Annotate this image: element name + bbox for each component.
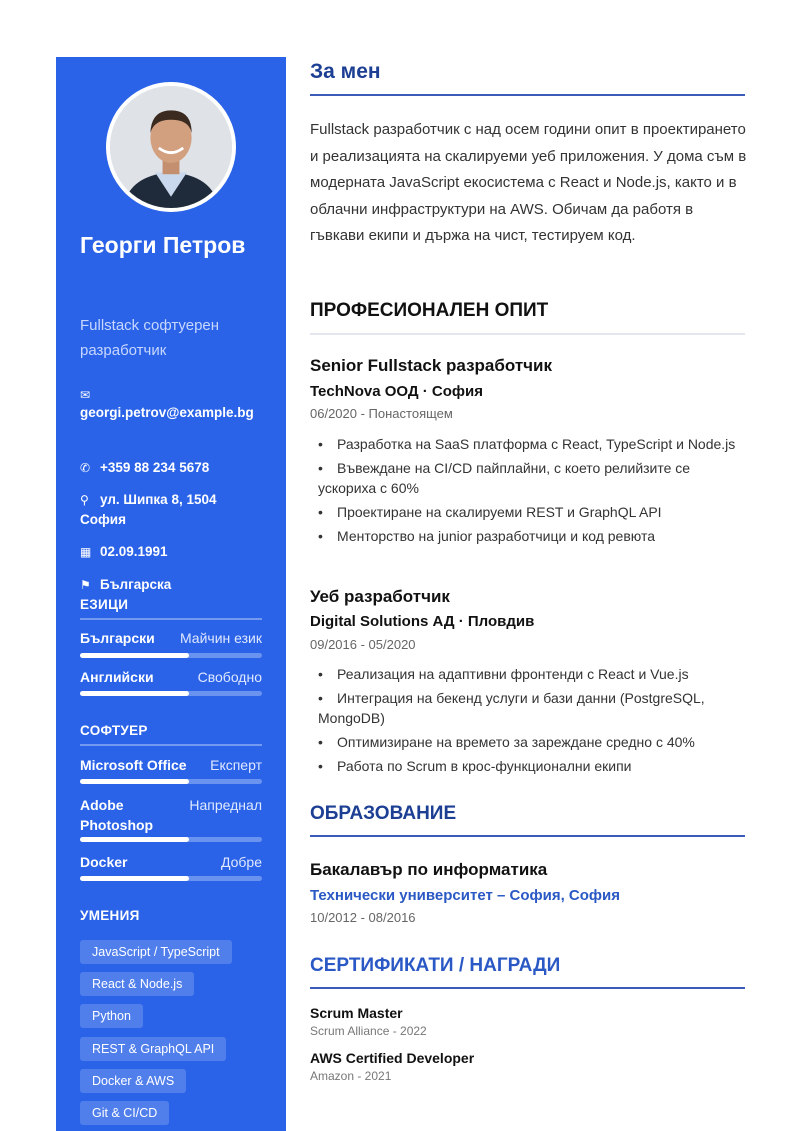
language-row [80, 669, 262, 685]
job-company: Digital Solutions АД · Пловдив [310, 613, 535, 630]
map-pin-icon: ⚲ [80, 493, 89, 507]
software-row [80, 757, 262, 773]
job-dates: 09/2016 - 05/2020 [310, 637, 416, 652]
nationality-text: Българска [100, 577, 172, 592]
software-name: Microsoft Office [80, 757, 187, 773]
certificate-meta: Amazon - 2021 [310, 1069, 392, 1083]
certificate-meta: Scrum Alliance - 2022 [310, 1024, 427, 1038]
skill-tag: JavaScript / TypeScript [80, 940, 232, 964]
email-text: georgi.petrov@example.bg [80, 405, 254, 420]
languages-title: ЕЗИЦИ [80, 597, 262, 620]
contact-birthdate [80, 542, 262, 562]
phone-icon: ✆ [80, 461, 91, 475]
language-name: Български [80, 630, 155, 646]
profile-photo [110, 86, 232, 208]
job-bullets [318, 434, 738, 550]
certificates-title: СЕРТИФИКАТИ / НАГРАДИ [310, 955, 745, 989]
certificate-name: Scrum Master [310, 1005, 403, 1021]
job-dates: 06/2020 - Понастоящем [310, 406, 453, 421]
language-level: Майчин език [179, 630, 262, 646]
skill-tag: Python [80, 1004, 143, 1028]
list-item: • Интеграция на бекенд услуги и бази данни (PostgreSQL, MongoDB) [318, 688, 738, 728]
contact-address [80, 490, 262, 530]
list-item: • Менторство на junior разработчици и код ревюта [318, 526, 738, 546]
software-level-bar [80, 876, 262, 881]
contact-email[interactable] [80, 385, 262, 423]
skills-title: УМЕНИЯ [80, 908, 140, 923]
contact-phone[interactable] [80, 458, 262, 478]
certificate-name: AWS Certified Developer [310, 1050, 475, 1066]
software-level: Добре [220, 854, 262, 870]
software-level: Напреднал [189, 797, 262, 813]
person-name: Георги Петров [80, 232, 246, 258]
language-level-bar [80, 653, 262, 658]
education-degree: Бакалавър по информатика [310, 860, 548, 879]
job-title: Уеб разработчик [310, 587, 450, 606]
skill-tag: REST & GraphQL API [80, 1037, 226, 1061]
birthdate-text: 02.09.1991 [100, 544, 168, 559]
list-item: • Разработка на SaaS платформа с React, TypeScript и Node.js [318, 434, 738, 454]
person-role: Fullstack софтуерен разработчик [80, 317, 220, 359]
language-name: Английски [80, 669, 154, 685]
list-item: • Реализация на адаптивни фронтенди с React и Vue.js [318, 664, 738, 684]
job-title: Senior Fullstack разработчик [310, 356, 552, 375]
list-item: • Работа по Scrum в крос-функционални екипи [318, 756, 738, 776]
envelope-icon: ✉ [80, 388, 91, 402]
language-level: Свободно [197, 669, 262, 685]
skill-tag: Docker & AWS [80, 1069, 186, 1093]
contact-nationality [80, 575, 262, 595]
list-item: • Въвеждане на CI/CD пайплайни, с което релийзите се ускориха с 60% [318, 458, 738, 498]
education-title: ОБРАЗОВАНИЕ [310, 803, 745, 837]
about-text: Fullstack разработчик с над осем години опит в проектирането и реализацията на скалируеми уеб приложения. У дома съм в модерната JavaScript екосистема с React и Node.js, както и в облачни инфраструктури на AWS. Обичам да работя в гъвкави екипи и държа на чист, тестируем код. [310, 121, 747, 244]
software-row [80, 854, 262, 870]
birthday-cake-icon: ▦ [80, 545, 92, 559]
avatar [106, 82, 236, 212]
experience-title: ПРОФЕСИОНАЛЕН ОПИТ [310, 300, 745, 335]
software-name: Adobe Photoshop [80, 797, 154, 833]
software-level-bar [80, 837, 262, 842]
job-company: TechNova ООД · София [310, 383, 483, 400]
job-bullets [318, 664, 738, 780]
language-level-bar [80, 691, 262, 696]
education-school: Технически университет – София, София [310, 887, 621, 904]
flag-icon: ⚑ [80, 578, 91, 592]
software-row [80, 795, 262, 835]
phone-text: +359 88 234 5678 [100, 460, 210, 475]
list-item: • Проектиране на скалируеми REST и GraphQL API [318, 502, 738, 522]
sidebar [56, 57, 286, 1131]
education-dates: 10/2012 - 08/2016 [310, 910, 416, 925]
about-title: За мен [310, 60, 745, 96]
language-row [80, 630, 262, 646]
skill-tag: React & Node.js [80, 972, 194, 996]
software-level: Експерт [210, 757, 262, 773]
software-title: СОФТУЕР [80, 723, 262, 746]
software-name: Docker [80, 854, 128, 870]
skill-tag: Git & CI/CD [80, 1101, 169, 1125]
address-text: ул. Шипка 8, 1504 София [80, 492, 217, 527]
software-level-bar [80, 779, 262, 784]
list-item: • Оптимизиране на времето за зареждане средно с 40% [318, 732, 738, 752]
